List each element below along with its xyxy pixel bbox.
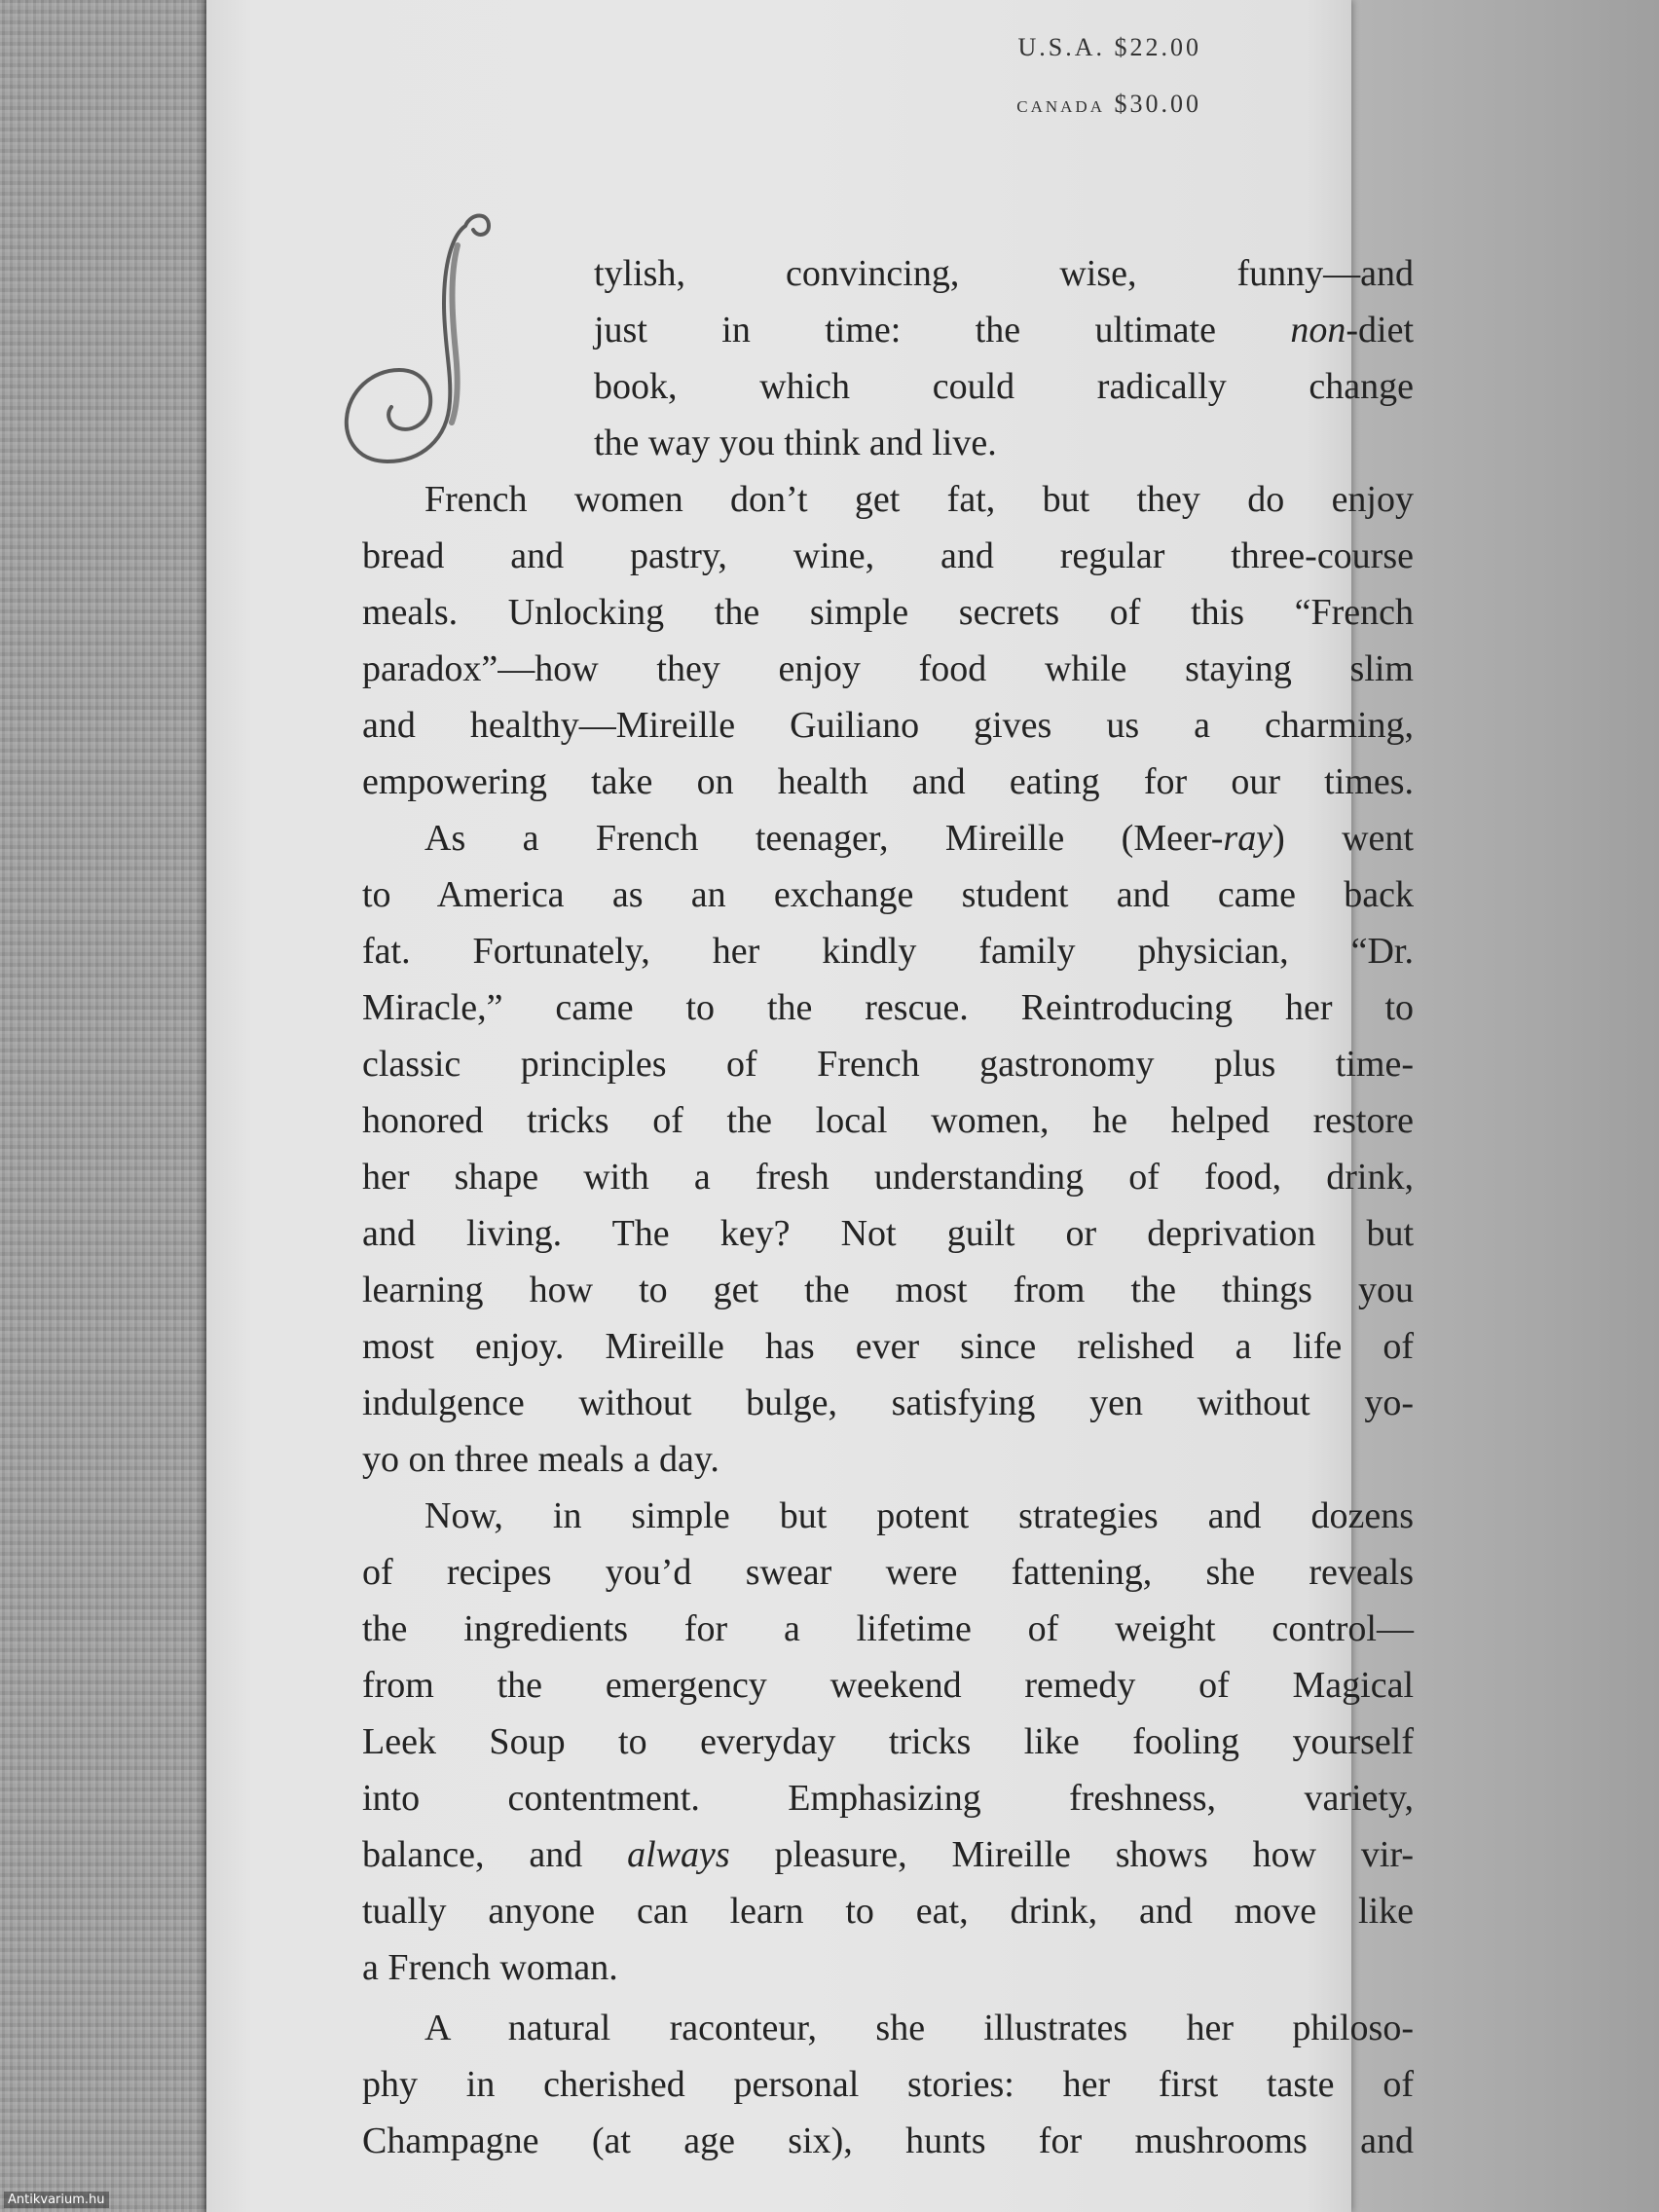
text-line: Miracle,” came to the rescue. Reintroducing her to	[362, 987, 1414, 1028]
text-line: balance, and always pleasure, Mireille shows how vir-	[362, 1834, 1415, 1875]
text-line: bread and pastry, wine, and regular three-course	[362, 535, 1414, 576]
text-line: and living. The key? Not guilt or deprivation but	[362, 1213, 1414, 1254]
italic-word: always	[627, 1834, 730, 1875]
text-line: tually anyone can learn to eat, drink, and move like	[362, 1891, 1414, 1932]
price-canada-amount: $30.00	[1114, 90, 1201, 118]
price-canada-label: CANADA	[1016, 97, 1105, 116]
text-line: empowering take on health and eating for our times.	[362, 761, 1414, 802]
text-line: a French woman.	[362, 1947, 618, 1988]
text-line: to America as an exchange student and came back	[362, 874, 1414, 915]
text-line: just in time: the ultimate non-diet	[594, 310, 1414, 350]
text-line: book, which could radically change	[594, 366, 1414, 407]
text-line: yo on three meals a day.	[362, 1439, 719, 1480]
text-line: French women don’t get fat, but they do enjoy	[424, 479, 1414, 520]
text-line: paradox”—how they enjoy food while staying slim	[362, 648, 1414, 689]
text-line: and healthy—Mireille Guiliano gives us a charming,	[362, 705, 1414, 746]
text-line: into contentment. Emphasizing freshness, variety,	[362, 1778, 1414, 1819]
italic-word: non	[1290, 310, 1346, 350]
text-line: Champagne (at age six), hunts for mushrooms and	[362, 2120, 1414, 2161]
text-line: fat. Fortunately, her kindly family physician, “Dr.	[362, 931, 1414, 972]
price-canada	[1016, 90, 1201, 119]
text-line: learning how to get the most from the things you	[362, 1270, 1414, 1310]
text-line: classic principles of French gastronomy plus time-	[362, 1044, 1414, 1085]
text-line: indulgence without bulge, satisfying yen without yo-	[362, 1382, 1414, 1423]
text-line: honored tricks of the local women, he helped restore	[362, 1100, 1414, 1141]
dropcap-letter: S	[343, 206, 344, 207]
book-jacket-flap	[206, 0, 1415, 2212]
text-line: of recipes you’d swear were fattening, she reveals	[362, 1552, 1414, 1593]
text-line: the ingredients for a lifetime of weight control—	[362, 1608, 1414, 1649]
ornamental-dropcap-s	[343, 206, 508, 469]
price-usa: U.S.A. $22.00	[1017, 33, 1201, 61]
text-line: tylish, convincing, wise, funny—and	[594, 253, 1414, 294]
text-line: A natural raconteur, she illustrates her philoso-	[424, 2008, 1414, 2048]
text-line: Leek Soup to everyday tricks like fooling yourself	[362, 1721, 1414, 1762]
textured-background	[0, 0, 206, 2212]
text-line: from the emergency weekend remedy of Magical	[362, 1665, 1414, 1706]
text-line: her shape with a fresh understanding of food, drink,	[362, 1157, 1414, 1198]
text-line: the way you think and live.	[594, 423, 997, 463]
text-line: meals. Unlocking the simple secrets of this “French	[362, 592, 1414, 633]
text-line: Now, in simple but potent strategies and dozens	[424, 1495, 1414, 1536]
italic-word: ray	[1223, 818, 1273, 859]
text-line: phy in cherished personal stories: her first taste of	[362, 2064, 1414, 2105]
text-line: As a French teenager, Mireille (Meer-ray) went	[424, 818, 1414, 859]
watermark: Antikvarium.hu	[4, 2192, 109, 2208]
text-line: most enjoy. Mireille has ever since relished a life of	[362, 1326, 1414, 1367]
